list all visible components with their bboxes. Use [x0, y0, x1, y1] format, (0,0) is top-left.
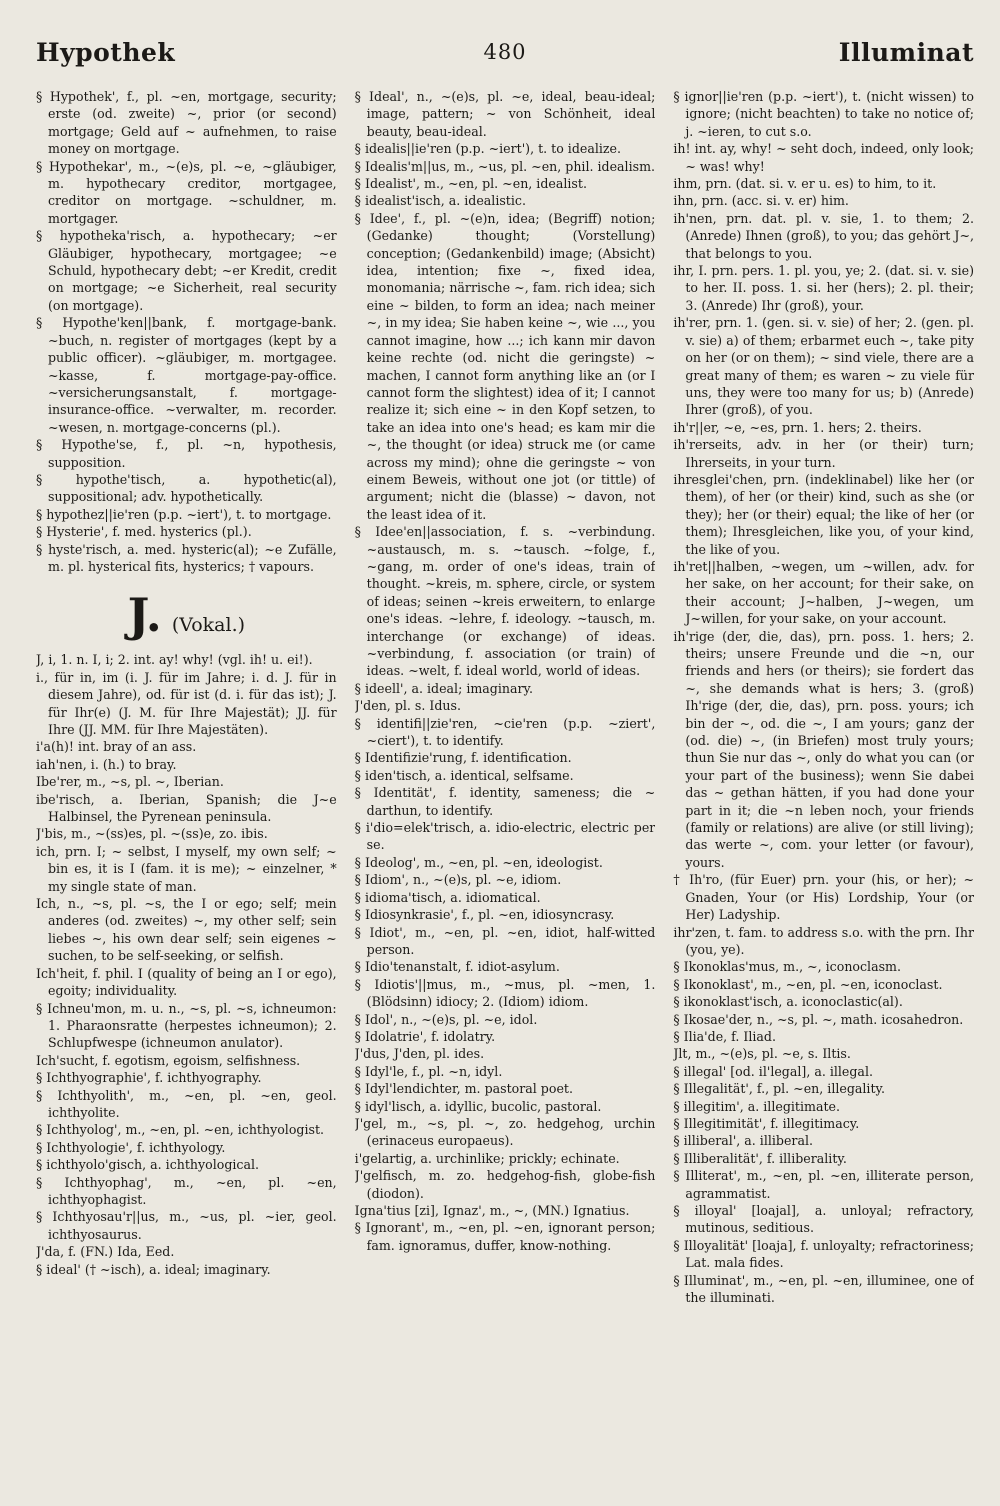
dictionary-entry: § Illegalität', f., pl. ~en, illegality. — [673, 1081, 885, 1097]
dictionary-entry: § illegal' [od. il'legal], a. illegal. — [673, 1063, 873, 1079]
dictionary-entry: § Hypothe'se, f., pl. ~n, hypothesis, supposition. — [36, 437, 337, 470]
dictionary-entry: § Hypothek', f., pl. ~en, mortgage, security; erste (od. zweite) ~, prior (or second) mortgage; Geld auf ~ aufnehmen, to raise money on mortgage. — [36, 89, 337, 157]
dictionary-entry: § Idealist', m., ~en, pl. ~en, idealist. — [354, 176, 587, 192]
dictionary-entry: § idyl'lisch, a. idyllic, bucolic, pastoral. — [354, 1098, 602, 1114]
dictionary-entry: J'da, f. (FN.) Ida, Eed. — [36, 1244, 175, 1260]
dictionary-entry: § Ignorant', m., ~en, pl. ~en, ignorant person; fam. ignoramus, duffer, know-nothing. — [354, 1220, 656, 1253]
dictionary-entry: ihresglei'chen, prn. (indeklinabel) like her (or them), of her (or their) kind, such as she (or they); her (or their) equal; the like of her (or them); Ihresgleichen, like you, of your kind, the like of you. — [673, 471, 975, 557]
column-1-entries-bottom — [36, 651, 337, 1278]
column-1 — [36, 88, 337, 1478]
dictionary-entry: § Idiom', n., ~(e)s, pl. ~e, idiom. — [354, 872, 562, 888]
dictionary-entry: § ikonoklast'isch, a. iconoclastic(al). — [673, 994, 903, 1010]
dictionary-entry: § Hysterie', f. med. hysterics (pl.). — [36, 524, 252, 540]
dictionary-entry: J'gel, m., ~s, pl. ~, zo. hedgehog, urchin (erinaceus europaeus). — [354, 1115, 656, 1149]
page-header — [36, 38, 974, 72]
dictionary-entry: J'den, pl. s. Idus. — [354, 698, 461, 714]
dictionary-entry: § Idyl'le, f., pl. ~n, idyl. — [354, 1063, 503, 1079]
dictionary-entry: J'bis, m., ~(ss)es, pl. ~(ss)e, zo. ibis. — [36, 826, 268, 842]
dictionary-entry: § i'dio=elek'trisch, a. idio-electric, electric per se. — [354, 820, 656, 853]
dictionary-entry: § Identität', f. identity, sameness; die ~ darthun, to identify. — [354, 785, 656, 818]
dictionary-entry: § ichthyolo'gisch, a. ichthyological. — [36, 1157, 260, 1173]
dictionary-entry: ihr, I. prn. pers. 1. pl. you, ye; 2. (dat. si. v. sie) to her. II. poss. 1. si. her (hers); 2. pl. their; 3. (Anrede) Ihr (groß), your. — [673, 263, 975, 313]
dictionary-entry: ihm, prn. (dat. si. v. er u. es) to him, to it. — [673, 176, 937, 192]
dictionary-entry: § idealist'isch, a. idealistic. — [354, 193, 526, 209]
dictionary-entry: § Illiterat', m., ~en, pl. ~en, illiterate person, agrammatist. — [673, 1168, 975, 1201]
dictionary-entry: i'a(h)! int. bray of an ass. — [36, 739, 197, 755]
column-2 — [355, 88, 656, 1478]
dictionary-entry: § Ikosae'der, n., ~s, pl. ~, math. icosahedron. — [673, 1011, 964, 1027]
dictionary-entry: Jlt, m., ~(e)s, pl. ~e, s. Iltis. — [673, 1046, 851, 1062]
dictionary-entry: ih'nen, prn. dat. pl. v. sie, 1. to them; 2. (Anrede) Ihnen (groß), to you; das gehört J~, that belongs to you. — [673, 210, 975, 261]
section-heading — [36, 589, 337, 641]
dictionary-entry: § Idol', n., ~(e)s, pl. ~e, idol. — [354, 1011, 538, 1027]
dictionary-entry: Ich'sucht, f. egotism, egoism, selfishness. — [36, 1052, 301, 1068]
dictionary-entry: § Illoyalität' [loaja], f. unloyalty; refractoriness; Lat. mala fides. — [673, 1237, 975, 1271]
dictionary-entry: Igna'tius [zi], Ignaz', m., ~, (MN.) Ignatius. — [354, 1203, 630, 1218]
dictionary-entry: Ich, n., ~s, pl. ~s, the I or ego; self; mein anderes (od. zweites) ~, my other self; sein liebes ~, his own dear self; sein eigenes ~ suchen, to be self-seeking, or selfish. — [36, 896, 337, 964]
dictionary-entry: § Idiosynkrasie', f., pl. ~en, idiosyncrasy. — [354, 907, 615, 923]
dictionary-entry: § Ichthyographie', f. ichthyography. — [36, 1070, 262, 1086]
dictionary-entry: § Idee'en||association, f. s. ~verbindung. ~austausch, m. s. ~tausch. ~folge, f., ~gang, m. order of one's ideas, train of thought. ~kreis, m. sphere, circle, or system of ideas; seinen ~kreis erweitern, to enlarge one's ideas. ~lehre, f. ideology. ~tausch, m. interchange (or exchange) of ideas. ~verbindung, f. association (or train) of ideas. ~welt, f. ideal world, world of ideas. — [354, 524, 656, 679]
column-1-entries-top — [36, 88, 337, 575]
dictionary-entry: iah'nen, i. (h.) to bray. — [36, 756, 177, 772]
dictionary-entry: ihr'zen, t. fam. to address s.o. with the prn. Ihr (you, ye). — [673, 924, 975, 957]
dictionary-entry: § Illegitimität', f. illegitimacy. — [673, 1115, 860, 1131]
section-letter: J. — [127, 588, 162, 643]
dictionary-entry: § Idio'tenanstalt, f. idiot-asylum. — [354, 959, 560, 975]
dictionary-entry: i'gelartig, a. urchinlike; prickly; echinate. — [354, 1150, 620, 1166]
dictionary-entry: § Ichthyolog', m., ~en, pl. ~en, ichthyologist. — [36, 1122, 325, 1138]
dictionary-entry: § Hypothe'ken||bank, f. mortgage-bank. ~buch, n. register of mortgages (kept by a public officer). ~gläubiger, m. mortgagee. ~kasse, f. mortgage-pay-office. ~versicherungsanstalt, f. mortgage-insurance-office. ~verwalter, m. recorder. ~wesen, n. mortgage-concerns (pl.). — [36, 315, 337, 435]
dictionary-entry: J'gelfisch, m. zo. hedgehog-fish, globe-fish (diodon). — [354, 1168, 656, 1201]
dictionary-entry: § Idealis'm||us, m., ~us, pl. ~en, phil. idealism. — [354, 158, 656, 174]
dictionary-entry: § illiberal', a. illiberal. — [673, 1133, 813, 1149]
dictionary-entry: J'dus, J'den, pl. ides. — [354, 1046, 485, 1062]
dictionary-entry: § illegitim', a. illegitimate. — [673, 1098, 840, 1114]
dictionary-entry: § Illuminat', m., ~en, pl. ~en, illuminee, one of the illuminati. — [673, 1272, 975, 1306]
dictionary-entry: § iden'tisch, a. identical, selfsame. — [354, 767, 574, 783]
section-subtitle: (Vokal.) — [171, 614, 246, 637]
dictionary-entry: § hypothez||ie'ren (p.p. ~iert'), t. to mortgage. — [36, 506, 332, 522]
dictionary-entry: † Ih'ro, (für Euer) prn. your (his, or her); ~ Gnaden, Your (or His) Lordship, Your (or Her) Ladyship. — [673, 872, 975, 923]
dictionary-entry: ibe'risch, a. Iberian, Spanish; die J~e Halbinsel, the Pyrenean peninsula. — [36, 791, 337, 825]
dictionary-entry: § Idolatrie', f. idolatry. — [354, 1028, 496, 1044]
dictionary-entry: ih'r||er, ~e, ~es, prn. 1. hers; 2. theirs. — [673, 419, 922, 435]
dictionary-entry: § Idiot', m., ~en, pl. ~en, idiot, half-witted person. — [354, 924, 656, 957]
dictionary-entry: § Ideal', n., ~(e)s, pl. ~e, ideal, beau-ideal; image, pattern; ~ von Schönheit, ideal beauty, beau-ideal. — [354, 89, 656, 139]
dictionary-entry: § idealis||ie'ren (p.p. ~iert'), t. to idealize. — [354, 141, 622, 157]
dictionary-entry: i., für in, im (i. J. für im Jahre; i. d. J. für in diesem Jahre), od. für ist (d. i. für das ist); J. für Ihr(e) (J. M. für Ihre Majestät); JJ. für Ihre (JJ. MM. für Ihre Majestäten). — [36, 669, 337, 737]
dictionary-entry: ih'rige (der, die, das), prn. poss. 1. hers; 2. theirs; unsere Freunde und die ~n, our friends and hers (or theirs); sie fordert das ~, she demands what is hers; 3. (groß) Ih'rige (der, die, das), prn. poss. yours; ich bin der ~, od. die ~, I am yours; ganz der (od. die) ~, (in Briefen) most truly yours; thun Sie nur das ~, only do what you can (or your part of the business); wenn Sie dabei das ~ gethan hätten, if you had done your part in it; die ~n leben noch, your friends (family or relations) are alive (or still living); das werte ~, com. your letter (or favour), yours. — [673, 628, 975, 870]
dictionary-entry: § Ideolog', m., ~en, pl. ~en, ideologist. — [354, 854, 603, 870]
dictionary-entry: § hypotheka'risch, a. hypothecary; ~er Gläubiger, hypothecary, mortgagee; ~e Schuld, hypothecary debt; ~er Kredit, credit on mortgage; ~e Sicherheit, real security (on mortgage). — [36, 228, 337, 313]
dictionary-entry: ihn, prn. (acc. si. v. er) him. — [673, 193, 849, 209]
dictionary-entry: § idioma'tisch, a. idiomatical. — [354, 889, 541, 905]
dictionary-entry: § Idee', f., pl. ~(e)n, idea; (Begriff) notion; (Gedanke) thought; (Vorstellung) conception; (Gedankenbild) image; (Absicht) idea, intention; fixe ~, fixed idea, monomania; närrische ~, fam. rich idea; sich eine ~ bilden, to form an idea; nach meiner ~, in my idea; Sie haben keine ~, wie ..., you cannot imagine, how ...; ich kann mir davon keine rechte (od. nicht die geringste) ~ machen, I cannot form anything like an (or I cannot form the slightest) idea of it; I cannot realize it; sich eine ~ in den Kopf setzen, to take an idea into one's head; es kam mir die ~, the thought (or idea) struck me (or came across my mind); ohne die geringste ~ von einem Beweis, without one jot (or tittle) of argument; nicht die (blasse) ~ davon, not the least idea of it. — [354, 210, 656, 522]
dictionary-entry: § Ichthyolith', m., ~en, pl. ~en, geol. ichthyolite. — [36, 1087, 337, 1120]
dictionary-entry: § ideell', a. ideal; imaginary. — [354, 680, 533, 696]
dictionary-entry: ih'ret||halben, ~wegen, um ~willen, adv. for her sake, on her account; for their sake, on their account; J~halben, J~wegen, um J~willen, for your sake, on your account. — [673, 558, 975, 627]
dictionary-entry: § Ichthyophag', m., ~en, pl. ~en, ichthyophagist. — [36, 1174, 337, 1207]
column-3 — [673, 88, 974, 1478]
dictionary-entry: § Ilia'de, f. Iliad. — [673, 1028, 776, 1044]
dictionary-entry: Ich'heit, f. phil. I (quality of being an I or ego), egoity; individuality. — [36, 965, 337, 999]
dictionary-entry: ih'rer, prn. 1. (gen. si. v. sie) of her; 2. (gen. pl. v. sie) a) of them; erbarmet euch ~, take pity on her (or on them); ~ sind viele, there are a great many of them; es waren ~ zu viele für uns, they were too many for us; b) (Anrede) Ihrer (groß), of you. — [673, 315, 975, 418]
dictionary-entry: § identifi||zie'ren, ~cie'ren (p.p. ~ziert', ~ciert'), t. to identify. — [354, 715, 656, 749]
dictionary-entry: § Ichneu'mon, m. u. n., ~s, pl. ~s, ichneumon: 1. Pharaonsratte (herpestes ichneumon); 2. Schlupfwespe (ichneumon anulator). — [36, 1000, 337, 1051]
dictionary-columns — [36, 88, 974, 1478]
right-running-headword: Illuminat — [838, 38, 974, 67]
page-number: 480 — [483, 40, 527, 64]
dictionary-entry: § Ichthyologie', f. ichthyology. — [36, 1139, 226, 1155]
dictionary-entry: § illoyal' [loajal], a. unloyal; refractory, mutinous, seditious. — [673, 1203, 975, 1236]
dictionary-entry: § ideal' († ~isch), a. ideal; imaginary. — [36, 1261, 271, 1277]
dictionary-entry: § ignor||ie'ren (p.p. ~iert'), t. (nicht wissen) to ignore; (nicht beachten) to take no notice of; j. ~ieren, to cut s.o. — [673, 89, 975, 139]
dictionary-entry: ich, prn. I; ~ selbst, I myself, my own self; ~ bin es, it is I (fam. it is me); ~ einzelner, * my single state of man. — [36, 843, 337, 894]
dictionary-entry: § Illiberalität', f. illiberality. — [673, 1150, 847, 1166]
dictionary-entry: § Ichthyosau'r||us, m., ~us, pl. ~ier, geol. ichthyosaurus. — [36, 1209, 337, 1242]
dictionary-entry: Ibe'rer, m., ~s, pl. ~, Iberian. — [36, 774, 224, 790]
dictionary-entry: ih'rerseits, adv. in her (or their) turn; Ihrerseits, in your turn. — [673, 437, 975, 470]
column-2-entries — [355, 88, 656, 1254]
dictionary-entry: § Ikonoklast', m., ~en, pl. ~en, iconoclast. — [673, 976, 943, 992]
dictionary-entry: § Hypothekar', m., ~(e)s, pl. ~e, ~gläubiger, m. hypothecary creditor, mortgagee, creditor on mortgage. ~schuldner, m. mortgager. — [36, 158, 337, 226]
left-running-headword: Hypothek — [36, 38, 176, 67]
dictionary-entry: § hypothe'tisch, a. hypothetic(al), suppositional; adv. hypothetically. — [36, 471, 337, 505]
dictionary-entry: § Idiotis'||mus, m., ~mus, pl. ~men, 1. (Blödsinn) idiocy; 2. (Idiom) idiom. — [354, 976, 656, 1010]
dictionary-entry: J, i, 1. n. I, i; 2. int. ay! why! (vgl. ih! u. ei!). — [36, 652, 313, 668]
dictionary-entry: § hyste'risch, a. med. hysteric(al); ~e Zufälle, m. pl. hysterical fits, hysterics; † vapours. — [36, 541, 337, 574]
dictionary-entry: § Idyl'lendichter, m. pastoral poet. — [354, 1081, 573, 1097]
column-3-entries — [673, 88, 974, 1306]
dictionary-entry: § Ikonoklas'mus, m., ~, iconoclasm. — [673, 959, 902, 975]
dictionary-entry: § Identifizie'rung, f. identification. — [354, 750, 572, 766]
dictionary-entry: ih! int. ay, why! ~ seht doch, indeed, only look; ~ was! why! — [673, 141, 975, 174]
